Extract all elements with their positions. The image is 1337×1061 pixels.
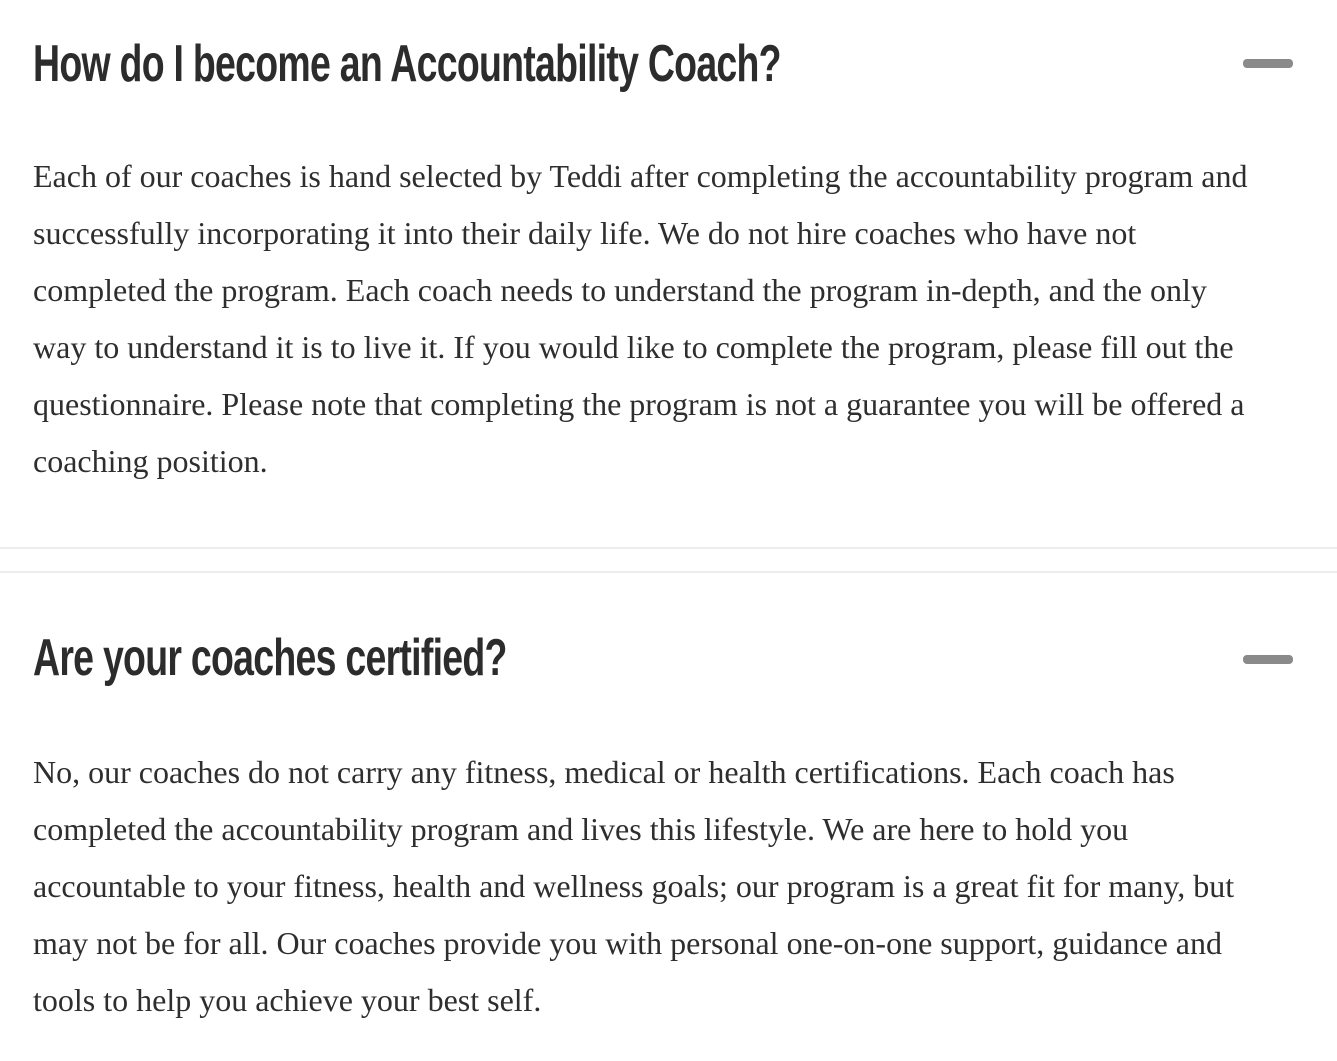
faq-question[interactable]: Are your coaches certified? xyxy=(33,629,507,687)
minus-icon xyxy=(1243,59,1293,68)
minus-icon xyxy=(1243,655,1293,664)
collapse-toggle-button[interactable] xyxy=(1243,645,1293,675)
faq-question[interactable]: How do I become an Accountability Coach? xyxy=(33,35,781,93)
faq-spacer xyxy=(0,549,1337,571)
faq-answer: No, our coaches do not carry any fitness, medical or health certifications. Each coach has completed the accountability program and lives this lifestyle. We are here to hold you accountable to your fitness, health and wellness goals; our program is a great fit for many, but may not be for all. Our coaches provide you with personal one-on-one support, guidance and tools to help you achieve your best self. xyxy=(33,754,1235,1018)
faq-item-certified xyxy=(0,573,1337,1061)
faq-answer: Each of our coaches is hand selected by Teddi after completing the accountability program and successfully incorporating it into their daily life. We do not hire coaches who have not completed the program. Each coach needs to understand the program in-depth, and the only way to understand it is to live it. If you would like to complete the program, please fill out the questionnaire. Please note that completing the program is not a guarantee you will be offered a coaching position. xyxy=(33,158,1248,479)
collapse-toggle-button[interactable] xyxy=(1243,49,1293,79)
